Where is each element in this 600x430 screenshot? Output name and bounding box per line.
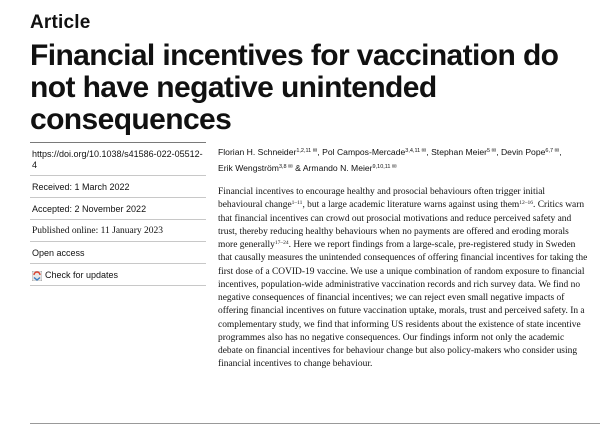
abstract-text: Financial incentives to encourage healthy and prosocial behaviours often trigger initial behavioural change: [218, 187, 546, 211]
author-name[interactable]: Stephan Meier: [431, 147, 487, 157]
article-type-label: Article: [30, 12, 91, 33]
author-name[interactable]: Erik Wengström: [218, 163, 279, 173]
published-date: Published online: 11 January 2023: [30, 219, 206, 241]
author-affiliation: 1,2,11 ✉: [296, 148, 318, 154]
author-affiliation: 9,10,11 ✉: [372, 164, 397, 170]
page-divider: [30, 423, 600, 424]
author-separator: ,: [317, 147, 323, 157]
author-affiliation: 3,4,11 ✉: [405, 148, 427, 154]
author-separator: ,: [559, 147, 562, 157]
citation-ref[interactable]: 12–16: [519, 200, 533, 207]
abstract-text: . Here we report findings from a large-scale, pre-registered study in Sweden that causally measures the unintended consequences of offering financial incentives for taking the first dose of a COVID-19 vaccine. We use a unique combination of random exposure to financial incentives, population-wide administrative vaccination records and rich survey data. We find no negative consequences of financial incentives; we can reject even small negative impacts of offering financial incentives on future vaccination uptake, morals, trust and perceived safety. In a complementary study, we find that informing US residents about the existence of state incentive programmes also has no negative consequences. Our findings inform not only the academic debate on financial incentives for behaviour change but also policy-makers who consider using financial incentives to change behaviour.: [218, 240, 588, 370]
open-access-label: Open access: [30, 241, 206, 263]
abstract-text: , but a large academic literature warns against using them: [302, 200, 520, 211]
author-affiliation: 3,8 ✉: [278, 164, 293, 170]
check-updates-icon: [32, 271, 42, 281]
author-name[interactable]: Pol Campos-Mercade: [322, 147, 406, 157]
citation-ref[interactable]: 17–24: [274, 240, 289, 246]
doi-link[interactable]: https://doi.org/10.1038/s41586-022-05512-4: [30, 142, 206, 175]
abstract: [218, 186, 588, 372]
received-date: Received: 1 March 2022: [30, 175, 206, 197]
author-affiliation: 6,7 ✉: [545, 148, 560, 154]
author-name[interactable]: Armando N. Meier: [302, 163, 373, 173]
check-for-updates-button[interactable]: [30, 263, 206, 286]
author-affiliation: 5 ✉: [486, 148, 497, 154]
author-list: [218, 144, 588, 176]
author-name[interactable]: Devin Pope: [500, 147, 546, 157]
accepted-date: Accepted: 2 November 2022: [30, 197, 206, 219]
abstract-text: . Critics warn that financial incentives can crowd out prosocial motivations and reduce perceived safety and trust, thereby reducing healthy behaviours when no payments are offered and eroding morals more generally: [218, 200, 585, 250]
author-separator: ,: [426, 147, 432, 157]
author-separator: &: [292, 163, 303, 173]
citation-ref[interactable]: 1–11: [291, 200, 303, 207]
check-updates-label: Check for updates: [45, 270, 119, 280]
article-meta-panel: [30, 142, 206, 286]
article-title: Financial incentives for vaccination do not have negative unintended consequences: [30, 39, 559, 136]
author-separator: ,: [496, 147, 501, 157]
author-name[interactable]: Florian H. Schneider: [218, 147, 297, 157]
